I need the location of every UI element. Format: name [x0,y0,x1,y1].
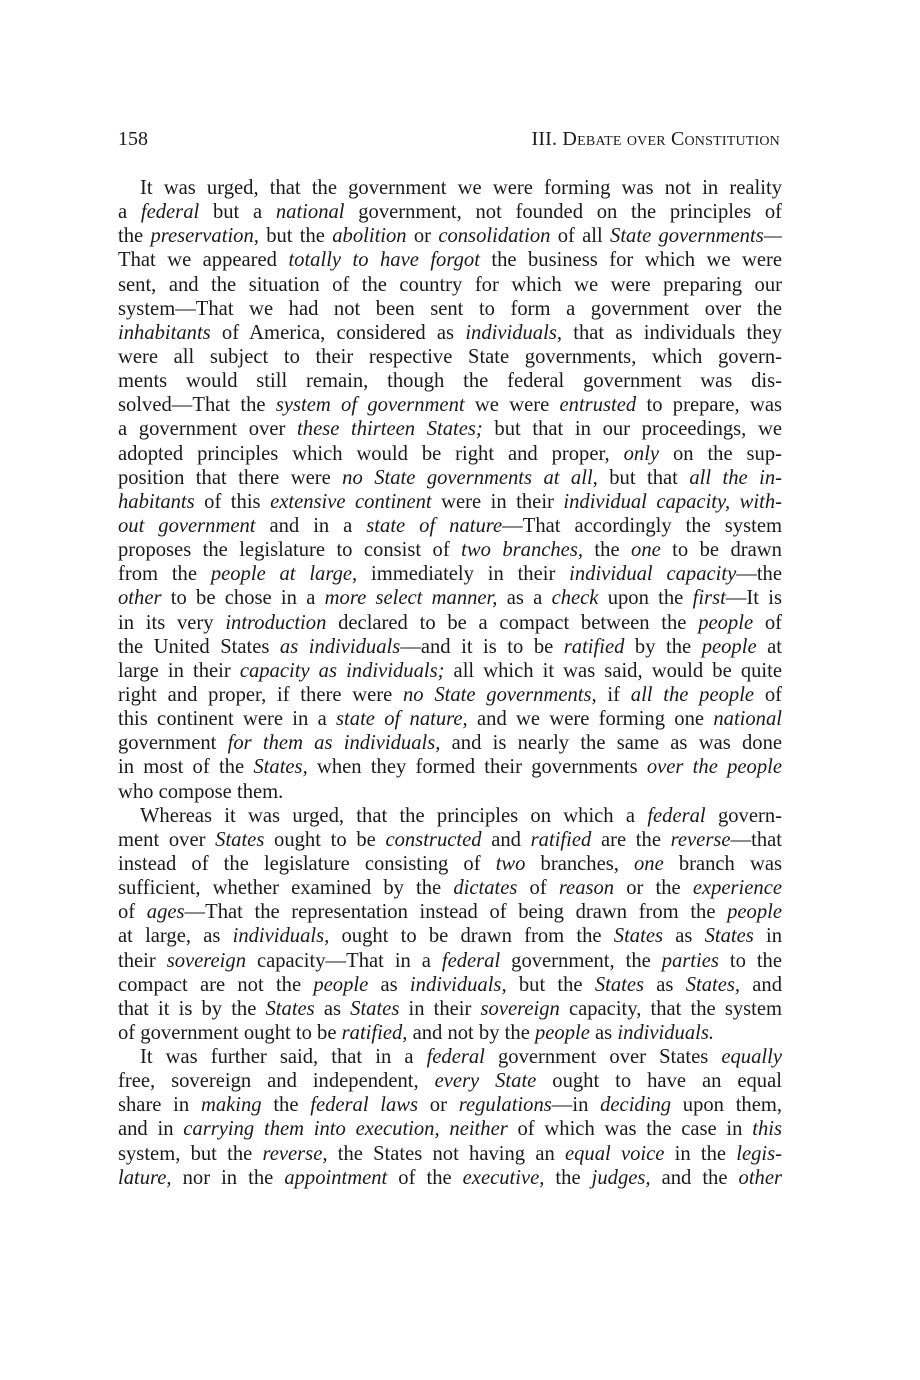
italic-text: people [698,611,754,634]
italic-text: capacity as individuals; [239,659,445,682]
text-span: to the [718,949,782,972]
italic-text: sovereign [166,949,246,972]
italic-text: over the people [646,756,782,779]
text-span: nor in the [171,1166,285,1189]
italic-text: regulations [458,1094,552,1117]
text-span: as [662,925,705,948]
italic-text: abolition [332,225,407,248]
italic-text: legis- [736,1142,782,1165]
text-span: that it is by the [118,997,266,1020]
text-span: and in a [255,514,367,537]
text-span: a [118,201,141,224]
text-line [118,707,782,731]
italic-text: reason [558,877,615,900]
italic-text: people [727,901,782,924]
text-span: branches, [525,852,634,875]
italic-text: executive, [462,1166,545,1189]
italic-text: deciding [600,1094,672,1117]
italic-text: reverse, [262,1142,328,1165]
text-span: but a [199,201,276,224]
text-span: proposes the legislature to consist of [118,539,462,562]
text-line [118,176,782,200]
text-line [118,417,782,441]
text-span: Whereas it was urged, that the principles on which a [140,804,648,827]
text-line [118,1069,782,1093]
italic-text: judges, [591,1166,651,1189]
text-span: the [118,225,151,248]
text-span: the States not having an [327,1142,565,1165]
italic-text: other [118,587,162,610]
italic-text: dictates [453,877,518,900]
text-span: and we were forming one [467,708,714,731]
italic-text: inhabitants [118,321,211,344]
text-span: free, sovereign and independent, [118,1070,435,1093]
text-span: from the [118,563,211,586]
italic-text: system of government [275,394,465,417]
text-span: by the [624,635,702,658]
italic-text: no State governments, [403,683,597,706]
italic-text: people [701,635,757,658]
italic-text: sovereign [480,997,560,1020]
italic-text: individual capacity [569,563,737,586]
text-span: in its very [118,611,226,634]
italic-text: only [623,442,660,465]
text-span: of which was the case in [507,1118,753,1141]
text-line [118,538,782,562]
text-line [118,924,782,948]
text-span: to be drawn [660,539,782,562]
text-span: govern- [705,804,782,827]
italic-text: reverse [670,828,731,851]
italic-text: federal laws [310,1094,419,1117]
text-line [118,731,782,755]
text-span: —in [551,1094,601,1117]
text-line [118,490,782,514]
italic-text: individuals, [409,973,507,996]
text-span: ought to be [264,828,386,851]
text-span: of America, considered as [210,321,466,344]
text-span: of the [387,1166,463,1189]
text-span: this continent were in a [118,708,337,731]
text-line [118,224,782,248]
text-line [118,200,782,224]
text-line [118,248,782,272]
text-line [118,611,782,635]
text-line [118,586,782,610]
text-span: when they formed their governments [307,756,647,779]
text-span: share in [118,1094,201,1117]
text-line [118,1166,782,1190]
italic-text: carrying them into execution, neither [183,1118,508,1141]
italic-text: out government [118,514,256,537]
italic-text: experience [692,877,782,900]
italic-text: ratified, [341,1021,408,1044]
text-span: immediately in their [357,563,570,586]
text-span: are the [591,828,671,851]
text-span: we were [464,394,560,417]
text-span: and the [650,1166,739,1189]
italic-text: federal [441,949,501,972]
text-span: government, the [500,949,662,972]
text-span: if [596,683,631,706]
italic-text: state of nature, [336,708,468,731]
text-line [118,949,782,973]
text-span: of [517,877,559,900]
text-line [118,973,782,997]
text-span: the [582,539,632,562]
italic-text: first [692,587,726,610]
text-span: ought to be drawn from the [329,925,614,948]
text-span: and in [118,1118,184,1141]
text-line [118,1142,782,1166]
text-span: in the [664,1142,737,1165]
text-span: of [118,901,147,924]
italic-text: preservation, [150,225,259,248]
italic-text: States [265,997,315,1020]
text-span: but the [258,225,333,248]
italic-text: for them as individuals, [227,732,441,755]
italic-text: introduction [225,611,327,634]
text-span: solved—That the [118,394,276,417]
running-header [118,128,780,156]
text-line [118,442,782,466]
italic-text: these thirteen States; [297,418,483,441]
italic-text: lature, [118,1166,172,1189]
text-span: or [418,1094,459,1117]
italic-text: individuals. [617,1021,715,1044]
text-span: but the [506,973,595,996]
italic-text: parties [661,949,719,972]
text-span: compact are not the [118,973,314,996]
text-span: system, but the [118,1142,263,1165]
text-line [118,683,782,707]
text-line [118,755,782,779]
text-span: or the [614,877,693,900]
text-span: instead of the legislature consisting of [118,852,496,875]
page-number: 158 [118,128,148,150]
italic-text: national [275,201,345,224]
text-span: declared to be a compact between the [326,611,699,634]
italic-text: all the in- [689,466,782,489]
italic-text: national [713,708,782,731]
text-line [118,514,782,538]
italic-text: equally [721,1046,782,1069]
italic-text: States, [685,973,741,996]
text-span: in most of the [118,756,254,779]
italic-text: people [534,1021,590,1044]
italic-text: ratified [563,635,625,658]
text-span: the [544,1166,592,1189]
text-line [118,273,782,297]
italic-text: people at large, [210,563,358,586]
body-text [118,176,782,1190]
text-span: their [118,949,167,972]
text-line [118,1117,782,1141]
text-span: that as individuals they [562,321,782,344]
italic-text: extensive continent [270,490,432,513]
text-span: to prepare, was [636,394,782,417]
text-span: who compose them. [118,780,284,803]
text-span: That we appeared [118,249,289,272]
text-span: were all subject to their respective State governments, which govern- [118,345,782,368]
italic-text: totally to have forgot [288,249,480,272]
text-line [118,1021,782,1045]
text-span: —and it is to be [400,635,564,658]
text-span: sufficient, whether examined by the [118,877,454,900]
text-span: as [644,973,686,996]
text-span: government [118,732,228,755]
text-span: It was urged, that the government we were forming was not in reality [140,177,782,199]
italic-text: consolidation [438,225,551,248]
text-span: but that in our proceedings, we [482,418,782,441]
text-span: on the sup- [659,442,782,465]
text-span: or [406,225,439,248]
text-span: at large, as [118,925,233,948]
text-span: of this [194,490,271,513]
text-line [118,466,782,490]
italic-text: no State governments at all, [342,466,598,489]
text-line [118,780,782,804]
text-span: the business for which we were [479,249,782,272]
text-span: —the [736,563,782,586]
italic-text: making [200,1094,262,1117]
text-span: as [368,973,410,996]
italic-text: check [551,587,599,610]
italic-text: two [495,852,526,875]
text-span: were in their [431,490,564,513]
italic-text: States [594,973,645,996]
text-line [118,900,782,924]
text-span: in their [399,997,481,1020]
italic-text: State governments— [610,225,782,248]
italic-text: individual capacity, with- [563,490,782,513]
italic-text: people [313,973,369,996]
italic-text: state of nature [366,514,503,537]
text-span: —that [730,828,782,851]
text-span: upon them, [671,1094,782,1117]
italic-text: federal [426,1046,485,1069]
italic-text: every State [434,1070,537,1093]
text-span: at [756,635,782,658]
italic-text: federal [647,804,706,827]
text-span: to be chose in a [161,587,325,610]
text-span: of government ought to be [118,1021,342,1044]
text-span: as [314,997,351,1020]
text-span: —It is [725,587,782,610]
italic-text: ratified [530,828,592,851]
italic-text: federal [140,201,200,224]
italic-text: States [704,925,754,948]
text-span: as [589,1021,618,1044]
text-span: position that there were [118,466,343,489]
text-span: of [753,611,782,634]
italic-text: other [738,1166,782,1189]
text-span: all which it was said, would be quite [444,659,782,682]
text-span: right and proper, if there were [118,683,403,706]
italic-text: two branches, [461,539,583,562]
text-span: in [753,925,782,948]
italic-text: ages [146,901,185,924]
text-span: and [481,828,531,851]
text-span: system—That we had not been sent to form a government over the [118,297,782,320]
text-line [118,659,782,683]
italic-text: States [350,997,400,1020]
text-line [118,635,782,659]
text-line [118,369,782,393]
text-span: capacity—That in a [246,949,442,972]
text-line [118,997,782,1021]
text-span: upon the [598,587,693,610]
text-span: —That accordingly the system [502,514,782,537]
italic-text: entrusted [559,394,637,417]
text-span: large in their [118,659,240,682]
italic-text: this [752,1118,782,1141]
italic-text: all the people [630,683,755,706]
italic-text: States [215,828,265,851]
text-line [118,852,782,876]
text-line [118,345,782,369]
text-span: ought to have an equal [536,1070,782,1093]
italic-text: equal voice [564,1142,665,1165]
text-span: ments would still remain, though the federal government was dis- [118,370,782,393]
italic-text: habitants [118,490,195,513]
text-span: of all [550,225,611,248]
text-span: a government over [118,418,298,441]
text-span: as a [497,587,552,610]
text-span: and not by the [407,1021,535,1044]
italic-text: States, [253,756,308,779]
text-span: branch was [663,852,782,875]
text-span: adopted principles which would be right and proper, [118,442,624,465]
text-line [118,562,782,586]
text-span: of [754,683,782,706]
italic-text: appointment [284,1166,388,1189]
italic-text: as individuals [279,635,401,658]
text-span: —That the representation instead of being drawn from the [184,901,728,924]
text-line [118,876,782,900]
italic-text: individuals, [465,321,562,344]
text-span: and [740,973,782,996]
text-line [118,1093,782,1117]
italic-text: more select manner, [324,587,498,610]
text-span: the United States [118,635,280,658]
text-line [118,1045,782,1069]
text-span: but that [597,466,690,489]
text-span: It was further said, that in a [140,1046,427,1069]
italic-text: States [613,925,663,948]
text-span: and is nearly the same as was done [440,732,782,755]
running-head-title: III. Debate over Constitution [531,128,780,150]
text-line [118,828,782,852]
text-line [118,804,782,828]
text-line [118,297,782,321]
text-span: sent, and the situation of the country for which we were preparing our [118,273,782,296]
text-span: the [261,1094,311,1117]
text-span: government over States [484,1046,722,1069]
italic-text: individuals, [232,925,330,948]
text-line [118,393,782,417]
italic-text: one [631,539,661,562]
text-span: capacity, that the system [559,997,782,1020]
italic-text: constructed [385,828,482,851]
italic-text: one [633,852,664,875]
text-span: ment over [118,828,216,851]
text-line [118,321,782,345]
text-span: government, not founded on the principles of [344,201,782,224]
